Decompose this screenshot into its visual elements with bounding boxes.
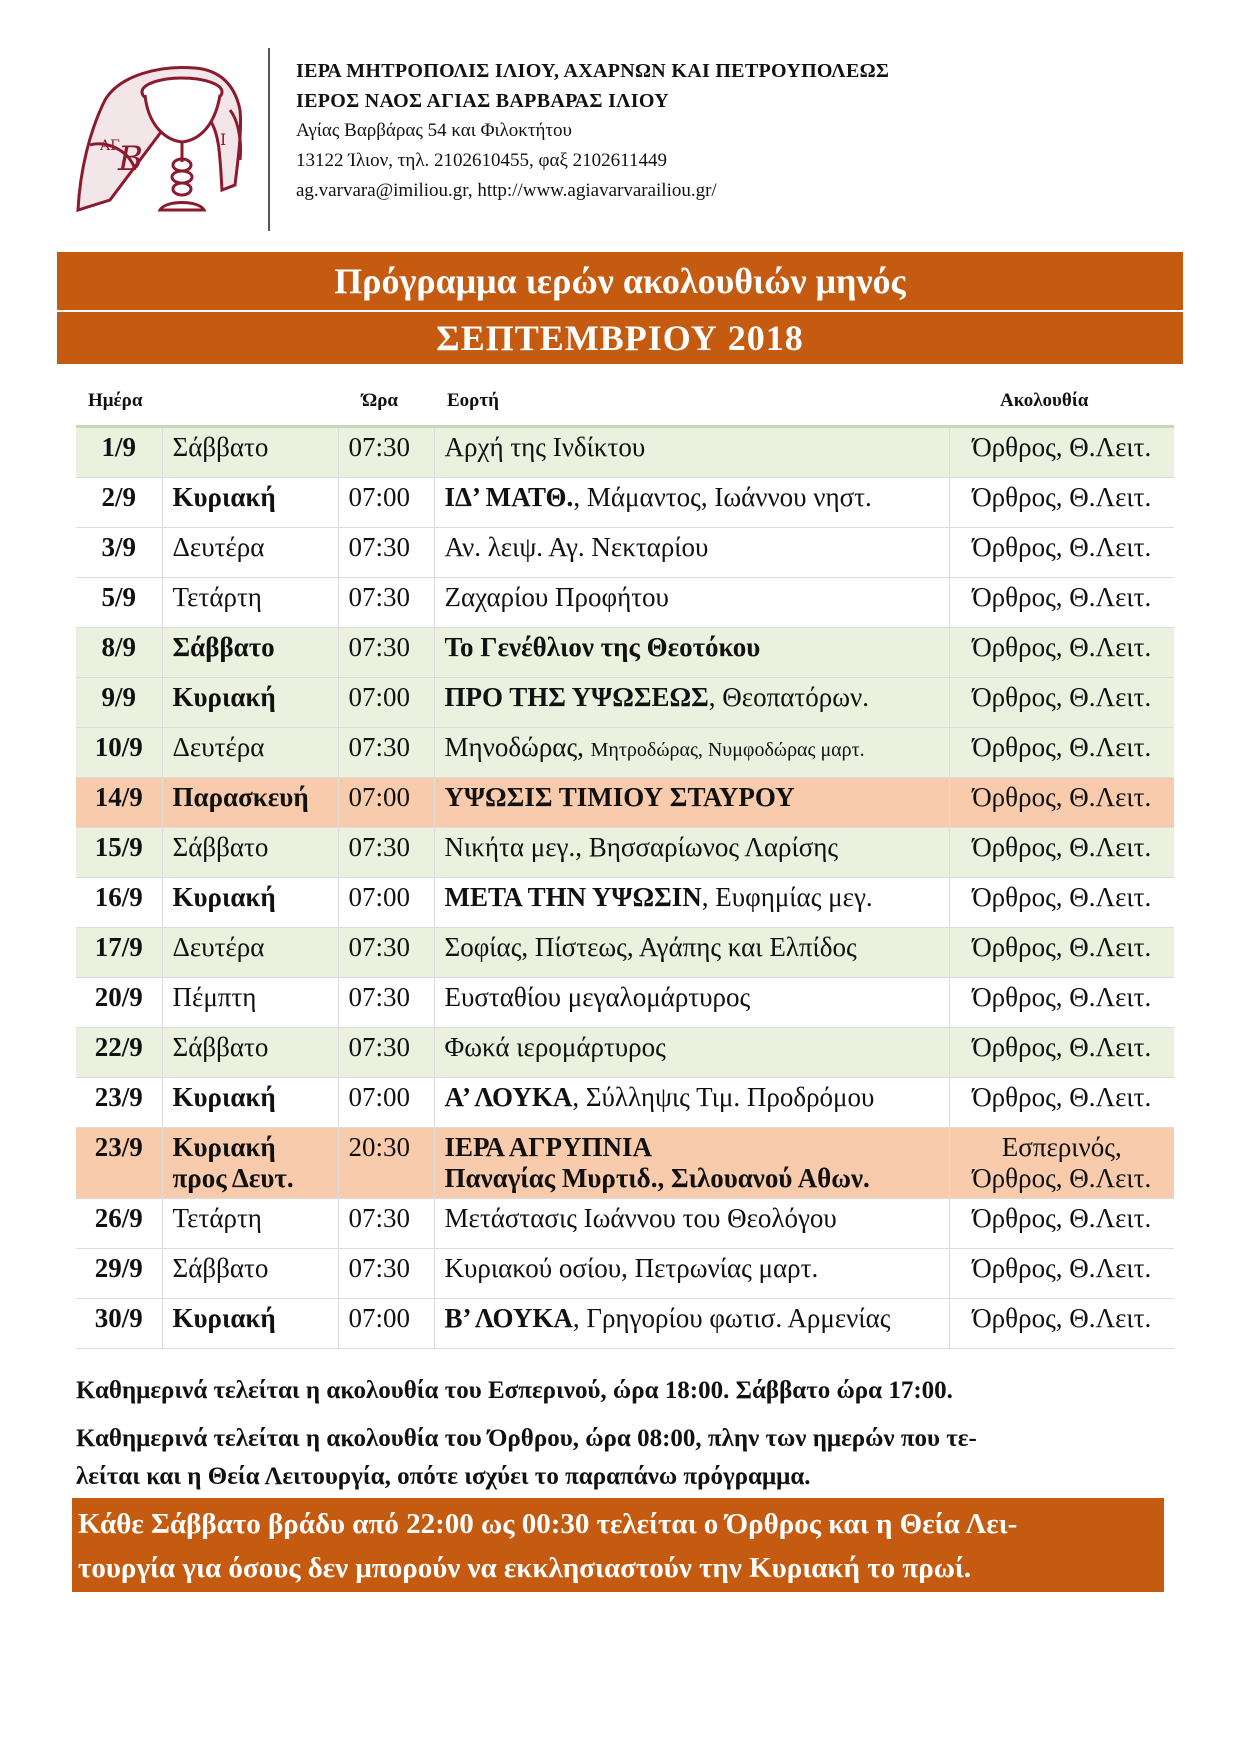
row-feast: [434, 928, 949, 978]
row-date-text: 29/9: [94, 1253, 143, 1283]
row-time-text: 07:30: [348, 1253, 411, 1283]
row-feast: [434, 728, 949, 778]
row-feast-text: Φωκά ιερομάρτυρος: [444, 1032, 666, 1062]
svg-text:Β: Β: [118, 139, 143, 179]
row-feast-text: ΙΕΡΑ ΑΓΡΥΠΝΙΑ: [444, 1132, 652, 1162]
row-date-text: 3/9: [101, 532, 136, 562]
row-date-text: 22/9: [94, 1032, 143, 1062]
table-row: [76, 1078, 1174, 1128]
svg-text:Ι: Ι: [220, 130, 227, 149]
row-service: [949, 478, 1174, 528]
row-date: [76, 1299, 162, 1349]
row-feast: [434, 1078, 949, 1128]
row-time: [338, 778, 434, 828]
row-time: [338, 1078, 434, 1128]
row-service: [949, 628, 1174, 678]
chalice-icon: [70, 50, 255, 225]
table-row: [76, 478, 1174, 528]
row-time-text: 07:00: [348, 1303, 411, 1333]
table-row: [76, 1128, 1174, 1199]
row-time-text: 20:30: [348, 1132, 411, 1162]
row-day-text: Πέμπτη: [172, 982, 257, 1012]
row-date: [76, 578, 162, 628]
row-feast: [434, 1299, 949, 1349]
row-service: [949, 1128, 1174, 1199]
row-feast: [434, 1199, 949, 1249]
header-divider: [268, 48, 270, 231]
row-feast: [434, 1128, 949, 1199]
row-day: [162, 478, 338, 528]
table-row: [76, 978, 1174, 1028]
row-feast-text: , Θεοπατόρων.: [708, 682, 869, 712]
row-feast: [434, 778, 949, 828]
row-service: [949, 828, 1174, 878]
row-day-text: Κυριακή: [172, 682, 276, 712]
matins-note-line1: Καθημερινά τελείται η ακολουθία του Όρθρου, ώρα 08:00, πλην των ημερών που τε-: [76, 1425, 977, 1452]
row-date: [76, 427, 162, 478]
row-date-text: 23/9: [94, 1132, 143, 1162]
row-day: [162, 628, 338, 678]
row-time-text: 07:30: [348, 732, 411, 762]
row-day: [162, 1299, 338, 1349]
row-day: [162, 1128, 338, 1199]
row-time: [338, 828, 434, 878]
row-feast: [434, 578, 949, 628]
col-header-day: Ημέρα: [88, 390, 143, 411]
row-time-text: 07:30: [348, 832, 411, 862]
row-feast: [434, 1249, 949, 1299]
row-feast-text: Αν. λειψ. Αγ. Νεκταρίου: [444, 532, 709, 562]
row-feast-text: ΙΔ’ ΜΑΤΘ.: [444, 482, 574, 512]
row-service-text: Εσπερινός,: [1001, 1132, 1122, 1162]
table-row: [76, 578, 1174, 628]
row-service: [949, 1028, 1174, 1078]
row-feast-text: , Ευφημίας μεγ.: [701, 882, 873, 912]
church-name: ΙΕΡΟΣ ΝΑΟΣ ΑΓΙΑΣ ΒΑΡΒΑΡΑΣ ΙΛΙΟΥ: [296, 90, 669, 112]
row-date-text: 15/9: [94, 832, 143, 862]
row-date-text: 9/9: [101, 682, 136, 712]
table-row: [76, 1199, 1174, 1249]
row-day-text: Κυριακή: [172, 482, 276, 512]
row-service-text: Όρθρος, Θ.Λειτ.: [972, 432, 1152, 462]
row-time: [338, 1028, 434, 1078]
row-feast-text: , Σύλληψις Τιμ. Προδρόμου: [572, 1082, 875, 1112]
row-date: [76, 728, 162, 778]
row-day-text: Τετάρτη: [172, 582, 262, 612]
row-feast: [434, 878, 949, 928]
row-day-text: Δευτέρα: [172, 532, 265, 562]
row-time: [338, 928, 434, 978]
row-service: [949, 678, 1174, 728]
row-time-text: 07:00: [348, 1082, 411, 1112]
row-time-text: 07:00: [348, 482, 411, 512]
row-day: [162, 1199, 338, 1249]
row-service-text: Όρθρος, Θ.Λειτ.: [972, 482, 1152, 512]
row-service-text: Όρθρος, Θ.Λειτ.: [972, 982, 1152, 1012]
row-date: [76, 928, 162, 978]
phone-fax: 13122 Ίλιον, τηλ. 2102610455, φαξ 2102611449: [296, 150, 667, 171]
row-service-text: Όρθρος, Θ.Λειτ.: [972, 632, 1152, 662]
row-day-text: Δευτέρα: [172, 932, 265, 962]
row-service-text: Όρθρος, Θ.Λειτ.: [972, 682, 1152, 712]
row-date: [76, 678, 162, 728]
banner-line2: τουργία για όσους δεν μπορούν να εκκλησιαστούν την Κυριακή το πρωί.: [78, 1552, 972, 1584]
row-feast: [434, 478, 949, 528]
row-day: [162, 427, 338, 478]
row-time: [338, 878, 434, 928]
row-time: [338, 578, 434, 628]
row-time-text: 07:30: [348, 932, 411, 962]
row-date: [76, 778, 162, 828]
row-day-text: Κυριακή: [172, 1082, 276, 1112]
row-service: [949, 427, 1174, 478]
table-row: [76, 878, 1174, 928]
row-day: [162, 1078, 338, 1128]
row-day: [162, 578, 338, 628]
row-day: [162, 828, 338, 878]
row-feast-text: , Μάμαντος, Ιωάννου νηστ.: [573, 482, 872, 512]
row-day: [162, 928, 338, 978]
row-time: [338, 1128, 434, 1199]
row-day: [162, 1028, 338, 1078]
row-day: [162, 678, 338, 728]
row-day-text: Σάββατο: [172, 832, 269, 862]
row-service-text: Όρθρος, Θ.Λειτ.: [972, 782, 1152, 812]
row-service-text: Όρθρος, Θ.Λειτ.: [972, 1253, 1152, 1283]
metropolis-name: ΙΕΡΑ ΜΗΤΡΟΠΟΛΙΣ ΙΛΙΟΥ, ΑΧΑΡΝΩΝ ΚΑΙ ΠΕΤΡΟΥΠΟΛΕΩΣ: [296, 60, 890, 82]
row-feast-text: Β’ ΛΟΥΚΑ: [444, 1303, 573, 1333]
row-time-text: 07:30: [348, 1032, 411, 1062]
banner-line1: Κάθε Σάββατο βράδυ από 22:00 ως 00:30 τελείται ο Όρθρος και η Θεία Λει-: [78, 1508, 1018, 1540]
row-date-text: 30/9: [94, 1303, 143, 1333]
row-date: [76, 528, 162, 578]
row-service: [949, 928, 1174, 978]
row-date: [76, 1078, 162, 1128]
row-date-text: 8/9: [101, 632, 136, 662]
row-time-text: 07:30: [348, 432, 411, 462]
row-day-text: προς Δευτ.: [172, 1163, 294, 1193]
row-feast: [434, 828, 949, 878]
row-feast-text: Ζαχαρίου Προφήτου: [444, 582, 669, 612]
row-date: [76, 828, 162, 878]
schedule-month: ΣΕΠΤΕΜΒΡΙΟΥ 2018: [57, 312, 1183, 364]
table-row: [76, 427, 1174, 478]
row-feast-text: Νικήτα μεγ., Βησσαρίωνος Λαρίσης: [444, 832, 839, 862]
row-day: [162, 1249, 338, 1299]
row-date: [76, 628, 162, 678]
row-service-text: Όρθρος, Θ.Λειτ.: [972, 532, 1152, 562]
row-day-text: Σάββατο: [172, 432, 269, 462]
row-date-text: 23/9: [94, 1082, 143, 1112]
row-service: [949, 878, 1174, 928]
row-time: [338, 1299, 434, 1349]
header-block: [296, 56, 889, 206]
matins-note: [76, 1420, 1166, 1496]
row-service: [949, 528, 1174, 578]
row-date-text: 26/9: [94, 1203, 143, 1233]
table-row: [76, 528, 1174, 578]
row-time: [338, 1199, 434, 1249]
row-service-text: Όρθρος, Θ.Λειτ.: [972, 832, 1152, 862]
table-row: [76, 1028, 1174, 1078]
row-service-text: Όρθρος, Θ.Λειτ.: [972, 1203, 1152, 1233]
row-service: [949, 1299, 1174, 1349]
row-time: [338, 1249, 434, 1299]
email-website: ag.varvara@imiliou.gr, http://www.agiavarvarailiou.gr/: [296, 180, 717, 201]
row-time-text: 07:00: [348, 882, 411, 912]
row-service-text: Όρθρος, Θ.Λειτ.: [972, 582, 1152, 612]
row-day-text: Κυριακή: [172, 1132, 276, 1162]
row-date: [76, 1028, 162, 1078]
row-time: [338, 628, 434, 678]
matins-note-line2: λείται και η Θεία Λειτουργία, οπότε ισχύει το παραπάνω πρόγραμμα.: [76, 1463, 811, 1490]
row-day-text: Δευτέρα: [172, 732, 265, 762]
row-service: [949, 578, 1174, 628]
row-date-text: 10/9: [94, 732, 143, 762]
row-feast-text: Μητροδώρας, Νυμφοδώρας μαρτ.: [590, 739, 865, 761]
row-feast-text: Παναγίας Μυρτιδ., Σιλουανού Αθων.: [444, 1163, 870, 1193]
row-time-text: 07:30: [348, 632, 411, 662]
row-time: [338, 427, 434, 478]
table-row: [76, 1249, 1174, 1299]
svg-text:ΑΓ: ΑΓ: [100, 138, 120, 154]
row-feast: [434, 427, 949, 478]
row-day-text: Παρασκευή: [172, 782, 309, 812]
vespers-note: Καθημερινά τελείται η ακολουθία του Εσπερινού, ώρα 18:00. Σάββατο ώρα 17:00.: [76, 1377, 953, 1404]
table-row: [76, 628, 1174, 678]
table-row: [76, 778, 1174, 828]
row-feast-text: Ευσταθίου μεγαλομάρτυρος: [444, 982, 751, 1012]
row-date-text: 5/9: [101, 582, 136, 612]
row-feast: [434, 678, 949, 728]
row-feast-text: Αρχή της Ινδίκτου: [444, 432, 646, 462]
schedule-table: [76, 425, 1174, 1349]
row-service-text: Όρθρος, Θ.Λειτ.: [972, 1303, 1152, 1333]
row-service-text: Όρθρος, Θ.Λειτ.: [972, 882, 1152, 912]
row-day-text: Σάββατο: [172, 1253, 269, 1283]
row-service: [949, 978, 1174, 1028]
saturday-night-banner: [72, 1498, 1164, 1592]
row-service-text: Όρθρος, Θ.Λειτ.: [972, 1032, 1152, 1062]
row-date-text: 16/9: [94, 882, 143, 912]
row-service: [949, 1249, 1174, 1299]
row-time-text: 07:00: [348, 782, 411, 812]
row-service: [949, 1199, 1174, 1249]
row-time-text: 07:30: [348, 982, 411, 1012]
row-date: [76, 1128, 162, 1199]
row-day: [162, 778, 338, 828]
row-feast: [434, 978, 949, 1028]
row-date-text: 1/9: [101, 432, 136, 462]
row-feast-text: Α’ ΛΟΥΚΑ: [444, 1082, 573, 1112]
row-service-text: Όρθρος, Θ.Λειτ.: [972, 1082, 1152, 1112]
row-day: [162, 978, 338, 1028]
row-service-text: Όρθρος, Θ.Λειτ.: [972, 732, 1152, 762]
row-feast-text: Μετάστασις Ιωάννου του Θεολόγου: [444, 1203, 837, 1233]
row-time: [338, 528, 434, 578]
row-feast-text: ΜΕΤΑ ΤΗΝ ΥΨΩΣΙΝ: [444, 882, 702, 912]
row-date-text: 2/9: [101, 482, 136, 512]
table-row: [76, 828, 1174, 878]
row-time-text: 07:00: [348, 682, 411, 712]
row-day-text: Σάββατο: [172, 632, 275, 662]
row-feast-text: , Γρηγορίου φωτισ. Αρμενίας: [572, 1303, 891, 1333]
row-time: [338, 978, 434, 1028]
row-service: [949, 1078, 1174, 1128]
row-feast-text: Σοφίας, Πίστεως, Αγάπης και Ελπίδος: [444, 932, 857, 962]
row-time: [338, 678, 434, 728]
row-date: [76, 478, 162, 528]
row-date: [76, 1199, 162, 1249]
row-feast-text: Κυριακού οσίου, Πετρωνίας μαρτ.: [444, 1253, 819, 1283]
row-feast-text: Το Γενέθλιον της Θεοτόκου: [444, 632, 761, 662]
row-date: [76, 1249, 162, 1299]
table-row: [76, 728, 1174, 778]
row-service-text: Όρθρος, Θ.Λειτ.: [972, 1163, 1152, 1193]
table-row: [76, 678, 1174, 728]
row-day-text: Κυριακή: [172, 882, 276, 912]
row-feast-text: ΥΨΩΣΙΣ ΤΙΜΙΟΥ ΣΤΑΥΡΟΥ: [444, 782, 795, 812]
row-feast: [434, 528, 949, 578]
table-row: [76, 928, 1174, 978]
row-feast-text: ΠΡΟ ΤΗΣ ΥΨΩΣΕΩΣ: [444, 682, 709, 712]
schedule-title: Πρόγραμμα ιερών ακολουθιών μηνός: [57, 252, 1183, 310]
row-day-text: Σάββατο: [172, 1032, 269, 1062]
row-day-text: Κυριακή: [172, 1303, 276, 1333]
row-time-text: 07:30: [348, 532, 411, 562]
row-time-text: 07:30: [348, 1203, 411, 1233]
row-service-text: Όρθρος, Θ.Λειτ.: [972, 932, 1152, 962]
row-feast: [434, 628, 949, 678]
row-date-text: 14/9: [94, 782, 143, 812]
row-day: [162, 728, 338, 778]
col-header-feast: Εορτή: [447, 390, 499, 411]
row-day: [162, 878, 338, 928]
row-service: [949, 728, 1174, 778]
table-row: [76, 1299, 1174, 1349]
row-date: [76, 878, 162, 928]
row-day: [162, 528, 338, 578]
col-header-service: Ακολουθία: [1000, 390, 1089, 411]
row-date: [76, 978, 162, 1028]
row-date-text: 17/9: [94, 932, 143, 962]
row-feast-text: Μηνοδώρας,: [444, 732, 591, 762]
row-feast: [434, 1028, 949, 1078]
row-day-text: Τετάρτη: [172, 1203, 262, 1233]
address: Αγίας Βαρβάρας 54 και Φιλοκτήτου: [296, 120, 572, 141]
row-time: [338, 478, 434, 528]
row-time: [338, 728, 434, 778]
row-service: [949, 778, 1174, 828]
row-time-text: 07:30: [348, 582, 411, 612]
row-date-text: 20/9: [94, 982, 143, 1012]
church-logo: [70, 50, 255, 225]
col-header-time: Ώρα: [362, 390, 398, 411]
